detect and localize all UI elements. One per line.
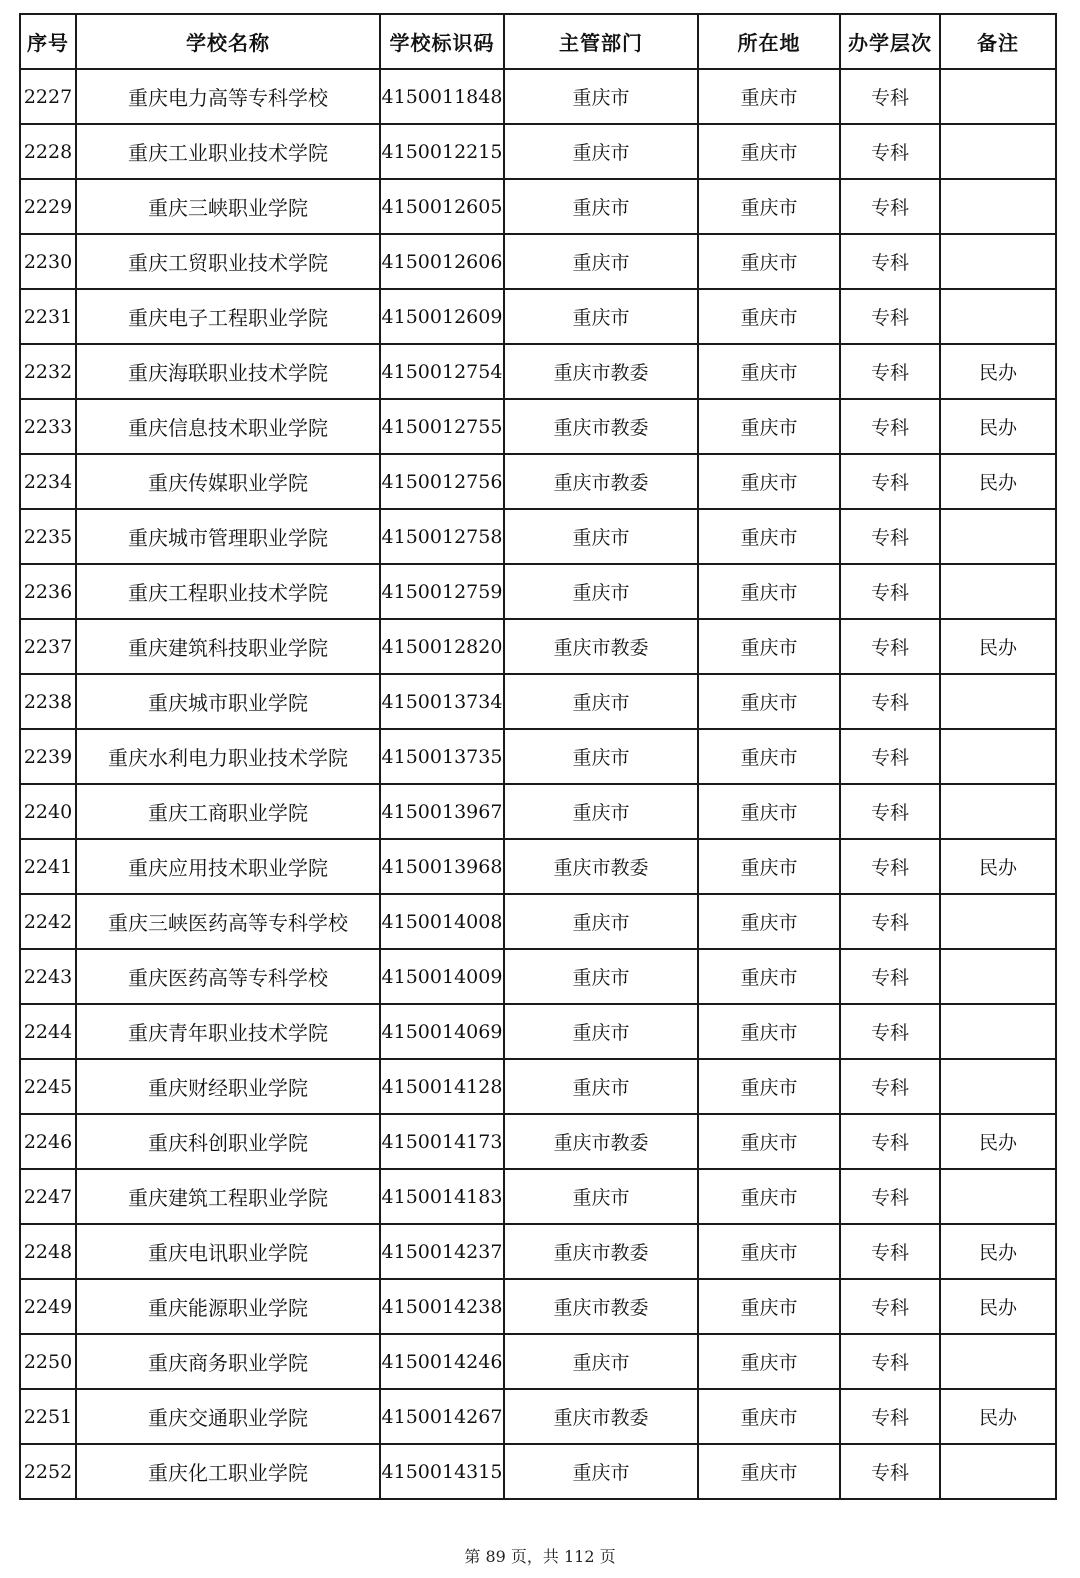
- cell-level: 专科: [840, 949, 940, 1004]
- header-row: [20, 14, 1056, 69]
- cell-department: 重庆市: [504, 179, 698, 234]
- cell-school-name: 重庆工程职业技术学院: [76, 564, 380, 619]
- table-row: [20, 1389, 1056, 1444]
- cell-school-name: 重庆医药高等专科学校: [76, 949, 380, 1004]
- cell-serial-number: 2231: [20, 289, 76, 344]
- cell-location: 重庆市: [698, 1444, 840, 1499]
- cell-school-name: 重庆三峡医药高等专科学校: [76, 894, 380, 949]
- cell-school-code: 4150012758: [380, 509, 504, 564]
- cell-department: 重庆市: [504, 894, 698, 949]
- table-row: [20, 784, 1056, 839]
- cell-school-name: 重庆工业职业技术学院: [76, 124, 380, 179]
- table-row: [20, 894, 1056, 949]
- table-row: [20, 454, 1056, 509]
- cell-school-name: 重庆城市管理职业学院: [76, 509, 380, 564]
- table-row: [20, 124, 1056, 179]
- cell-remarks: 民办: [940, 1279, 1056, 1334]
- cell-school-code: 4150014128: [380, 1059, 504, 1114]
- cell-school-name: 重庆海联职业技术学院: [76, 344, 380, 399]
- cell-serial-number: 2248: [20, 1224, 76, 1279]
- cell-serial-number: 2249: [20, 1279, 76, 1334]
- cell-location: 重庆市: [698, 454, 840, 509]
- cell-serial-number: 2251: [20, 1389, 76, 1444]
- cell-school-code: 4150012755: [380, 399, 504, 454]
- cell-department: 重庆市: [504, 784, 698, 839]
- cell-serial-number: 2245: [20, 1059, 76, 1114]
- cell-department: 重庆市教委: [504, 619, 698, 674]
- cell-remarks: [940, 289, 1056, 344]
- cell-school-name: 重庆财经职业学院: [76, 1059, 380, 1114]
- cell-school-name: 重庆电讯职业学院: [76, 1224, 380, 1279]
- cell-level: 专科: [840, 784, 940, 839]
- header-department: 主管部门: [504, 14, 698, 69]
- cell-school-code: 4150014315: [380, 1444, 504, 1499]
- cell-school-name: 重庆三峡职业学院: [76, 179, 380, 234]
- cell-location: 重庆市: [698, 784, 840, 839]
- cell-remarks: [940, 894, 1056, 949]
- cell-serial-number: 2227: [20, 69, 76, 124]
- cell-school-name: 重庆科创职业学院: [76, 1114, 380, 1169]
- cell-school-code: 4150012759: [380, 564, 504, 619]
- cell-remarks: 民办: [940, 1224, 1056, 1279]
- cell-school-name: 重庆青年职业技术学院: [76, 1004, 380, 1059]
- cell-location: 重庆市: [698, 289, 840, 344]
- cell-location: 重庆市: [698, 1114, 840, 1169]
- cell-school-name: 重庆传媒职业学院: [76, 454, 380, 509]
- cell-location: 重庆市: [698, 949, 840, 1004]
- table-row: [20, 69, 1056, 124]
- cell-level: 专科: [840, 839, 940, 894]
- cell-location: 重庆市: [698, 894, 840, 949]
- cell-department: 重庆市: [504, 1444, 698, 1499]
- cell-school-code: 4150014246: [380, 1334, 504, 1389]
- cell-department: 重庆市: [504, 1004, 698, 1059]
- cell-location: 重庆市: [698, 839, 840, 894]
- cell-department: 重庆市: [504, 69, 698, 124]
- cell-school-code: 4150012606: [380, 234, 504, 289]
- cell-department: 重庆市: [504, 234, 698, 289]
- cell-school-name: 重庆工贸职业技术学院: [76, 234, 380, 289]
- cell-school-code: 4150013734: [380, 674, 504, 729]
- cell-level: 专科: [840, 1389, 940, 1444]
- cell-school-code: 4150014237: [380, 1224, 504, 1279]
- cell-department: 重庆市教委: [504, 454, 698, 509]
- header-school-code: 学校标识码: [380, 14, 504, 69]
- cell-location: 重庆市: [698, 564, 840, 619]
- header-serial-number: 序号: [20, 14, 76, 69]
- table-row: [20, 179, 1056, 234]
- cell-department: 重庆市: [504, 124, 698, 179]
- table-row: [20, 949, 1056, 1004]
- cell-department: 重庆市教委: [504, 1279, 698, 1334]
- cell-department: 重庆市: [504, 729, 698, 784]
- cell-level: 专科: [840, 1059, 940, 1114]
- cell-serial-number: 2235: [20, 509, 76, 564]
- cell-department: 重庆市教委: [504, 1224, 698, 1279]
- cell-serial-number: 2232: [20, 344, 76, 399]
- cell-school-code: 4150014009: [380, 949, 504, 1004]
- cell-remarks: [940, 949, 1056, 1004]
- cell-department: 重庆市教委: [504, 1389, 698, 1444]
- cell-department: 重庆市: [504, 289, 698, 344]
- cell-school-code: 4150014173: [380, 1114, 504, 1169]
- cell-school-name: 重庆工商职业学院: [76, 784, 380, 839]
- cell-school-code: 4150011848: [380, 69, 504, 124]
- table-row: [20, 399, 1056, 454]
- cell-school-code: 4150012215: [380, 124, 504, 179]
- cell-school-name: 重庆商务职业学院: [76, 1334, 380, 1389]
- cell-serial-number: 2237: [20, 619, 76, 674]
- cell-level: 专科: [840, 1004, 940, 1059]
- cell-school-code: 4150013967: [380, 784, 504, 839]
- cell-serial-number: 2233: [20, 399, 76, 454]
- cell-remarks: 民办: [940, 619, 1056, 674]
- cell-serial-number: 2243: [20, 949, 76, 1004]
- cell-department: 重庆市教委: [504, 399, 698, 454]
- cell-location: 重庆市: [698, 1334, 840, 1389]
- cell-level: 专科: [840, 179, 940, 234]
- cell-school-name: 重庆建筑工程职业学院: [76, 1169, 380, 1224]
- table-row: [20, 1334, 1056, 1389]
- table-row: [20, 234, 1056, 289]
- cell-remarks: [940, 729, 1056, 784]
- cell-location: 重庆市: [698, 69, 840, 124]
- cell-level: 专科: [840, 1114, 940, 1169]
- cell-serial-number: 2236: [20, 564, 76, 619]
- cell-school-code: 4150012609: [380, 289, 504, 344]
- table-row: [20, 509, 1056, 564]
- cell-location: 重庆市: [698, 1224, 840, 1279]
- cell-location: 重庆市: [698, 509, 840, 564]
- school-list-table: [19, 13, 1057, 1500]
- table-row: [20, 1444, 1056, 1499]
- cell-level: 专科: [840, 399, 940, 454]
- cell-school-name: 重庆能源职业学院: [76, 1279, 380, 1334]
- cell-school-code: 4150014008: [380, 894, 504, 949]
- cell-school-name: 重庆交通职业学院: [76, 1389, 380, 1444]
- cell-location: 重庆市: [698, 1004, 840, 1059]
- cell-remarks: 民办: [940, 344, 1056, 399]
- table-row: [20, 1169, 1056, 1224]
- cell-remarks: [940, 69, 1056, 124]
- table-row: [20, 344, 1056, 399]
- cell-level: 专科: [840, 1334, 940, 1389]
- cell-school-code: 4150014267: [380, 1389, 504, 1444]
- cell-location: 重庆市: [698, 619, 840, 674]
- cell-school-name: 重庆化工职业学院: [76, 1444, 380, 1499]
- cell-location: 重庆市: [698, 399, 840, 454]
- cell-remarks: [940, 124, 1056, 179]
- cell-department: 重庆市: [504, 1059, 698, 1114]
- cell-level: 专科: [840, 124, 940, 179]
- cell-school-code: 4150013735: [380, 729, 504, 784]
- cell-serial-number: 2239: [20, 729, 76, 784]
- cell-remarks: [940, 234, 1056, 289]
- cell-level: 专科: [840, 674, 940, 729]
- table-header: [20, 14, 1056, 69]
- cell-location: 重庆市: [698, 1279, 840, 1334]
- cell-department: 重庆市教委: [504, 344, 698, 399]
- header-school-name: 学校名称: [76, 14, 380, 69]
- cell-school-name: 重庆城市职业学院: [76, 674, 380, 729]
- cell-remarks: [940, 1334, 1056, 1389]
- table-row: [20, 839, 1056, 894]
- cell-department: 重庆市教委: [504, 839, 698, 894]
- cell-location: 重庆市: [698, 234, 840, 289]
- cell-remarks: [940, 179, 1056, 234]
- cell-serial-number: 2241: [20, 839, 76, 894]
- table-row: [20, 674, 1056, 729]
- cell-serial-number: 2228: [20, 124, 76, 179]
- cell-remarks: 民办: [940, 1389, 1056, 1444]
- cell-level: 专科: [840, 894, 940, 949]
- cell-location: 重庆市: [698, 1389, 840, 1444]
- cell-location: 重庆市: [698, 124, 840, 179]
- table-body: [20, 69, 1056, 1499]
- cell-serial-number: 2229: [20, 179, 76, 234]
- cell-school-code: 4150012754: [380, 344, 504, 399]
- cell-level: 专科: [840, 1169, 940, 1224]
- cell-school-code: 4150014069: [380, 1004, 504, 1059]
- table-row: [20, 619, 1056, 674]
- header-location: 所在地: [698, 14, 840, 69]
- cell-department: 重庆市: [504, 949, 698, 1004]
- cell-location: 重庆市: [698, 179, 840, 234]
- cell-school-code: 4150014183: [380, 1169, 504, 1224]
- cell-remarks: [940, 1444, 1056, 1499]
- cell-serial-number: 2247: [20, 1169, 76, 1224]
- cell-serial-number: 2238: [20, 674, 76, 729]
- cell-remarks: [940, 1169, 1056, 1224]
- cell-level: 专科: [840, 454, 940, 509]
- cell-school-code: 4150012820: [380, 619, 504, 674]
- cell-school-name: 重庆应用技术职业学院: [76, 839, 380, 894]
- cell-location: 重庆市: [698, 674, 840, 729]
- cell-remarks: 民办: [940, 839, 1056, 894]
- cell-level: 专科: [840, 344, 940, 399]
- cell-remarks: [940, 784, 1056, 839]
- cell-school-code: 4150012756: [380, 454, 504, 509]
- table-row: [20, 1059, 1056, 1114]
- cell-level: 专科: [840, 564, 940, 619]
- cell-level: 专科: [840, 289, 940, 344]
- cell-department: 重庆市: [504, 674, 698, 729]
- cell-serial-number: 2246: [20, 1114, 76, 1169]
- cell-remarks: 民办: [940, 454, 1056, 509]
- cell-department: 重庆市: [504, 509, 698, 564]
- cell-level: 专科: [840, 1224, 940, 1279]
- cell-serial-number: 2234: [20, 454, 76, 509]
- cell-location: 重庆市: [698, 1169, 840, 1224]
- cell-location: 重庆市: [698, 1059, 840, 1114]
- cell-remarks: [940, 564, 1056, 619]
- table-row: [20, 289, 1056, 344]
- table-row: [20, 1004, 1056, 1059]
- cell-remarks: [940, 1004, 1056, 1059]
- table-row: [20, 1224, 1056, 1279]
- cell-serial-number: 2244: [20, 1004, 76, 1059]
- header-level: 办学层次: [840, 14, 940, 69]
- cell-location: 重庆市: [698, 729, 840, 784]
- table-row: [20, 729, 1056, 784]
- cell-level: 专科: [840, 1279, 940, 1334]
- cell-school-name: 重庆水利电力职业技术学院: [76, 729, 380, 784]
- cell-serial-number: 2230: [20, 234, 76, 289]
- cell-serial-number: 2242: [20, 894, 76, 949]
- cell-department: 重庆市: [504, 1334, 698, 1389]
- cell-department: 重庆市: [504, 564, 698, 619]
- cell-department: 重庆市: [504, 1169, 698, 1224]
- cell-school-code: 4150014238: [380, 1279, 504, 1334]
- cell-remarks: [940, 509, 1056, 564]
- cell-level: 专科: [840, 1444, 940, 1499]
- table-row: [20, 564, 1056, 619]
- cell-remarks: 民办: [940, 399, 1056, 454]
- cell-remarks: [940, 1059, 1056, 1114]
- cell-remarks: 民办: [940, 1114, 1056, 1169]
- cell-school-name: 重庆电力高等专科学校: [76, 69, 380, 124]
- cell-school-name: 重庆电子工程职业学院: [76, 289, 380, 344]
- table-row: [20, 1114, 1056, 1169]
- cell-level: 专科: [840, 69, 940, 124]
- cell-level: 专科: [840, 509, 940, 564]
- page-number: 第 89 页，共 112 页: [464, 1547, 616, 1566]
- cell-school-name: 重庆信息技术职业学院: [76, 399, 380, 454]
- cell-serial-number: 2252: [20, 1444, 76, 1499]
- cell-location: 重庆市: [698, 344, 840, 399]
- cell-level: 专科: [840, 729, 940, 784]
- cell-serial-number: 2250: [20, 1334, 76, 1389]
- cell-school-name: 重庆建筑科技职业学院: [76, 619, 380, 674]
- header-remarks: 备注: [940, 14, 1056, 69]
- cell-level: 专科: [840, 234, 940, 289]
- cell-department: 重庆市教委: [504, 1114, 698, 1169]
- cell-school-code: 4150013968: [380, 839, 504, 894]
- cell-remarks: [940, 674, 1056, 729]
- table-row: [20, 1279, 1056, 1334]
- cell-level: 专科: [840, 619, 940, 674]
- cell-serial-number: 2240: [20, 784, 76, 839]
- cell-school-code: 4150012605: [380, 179, 504, 234]
